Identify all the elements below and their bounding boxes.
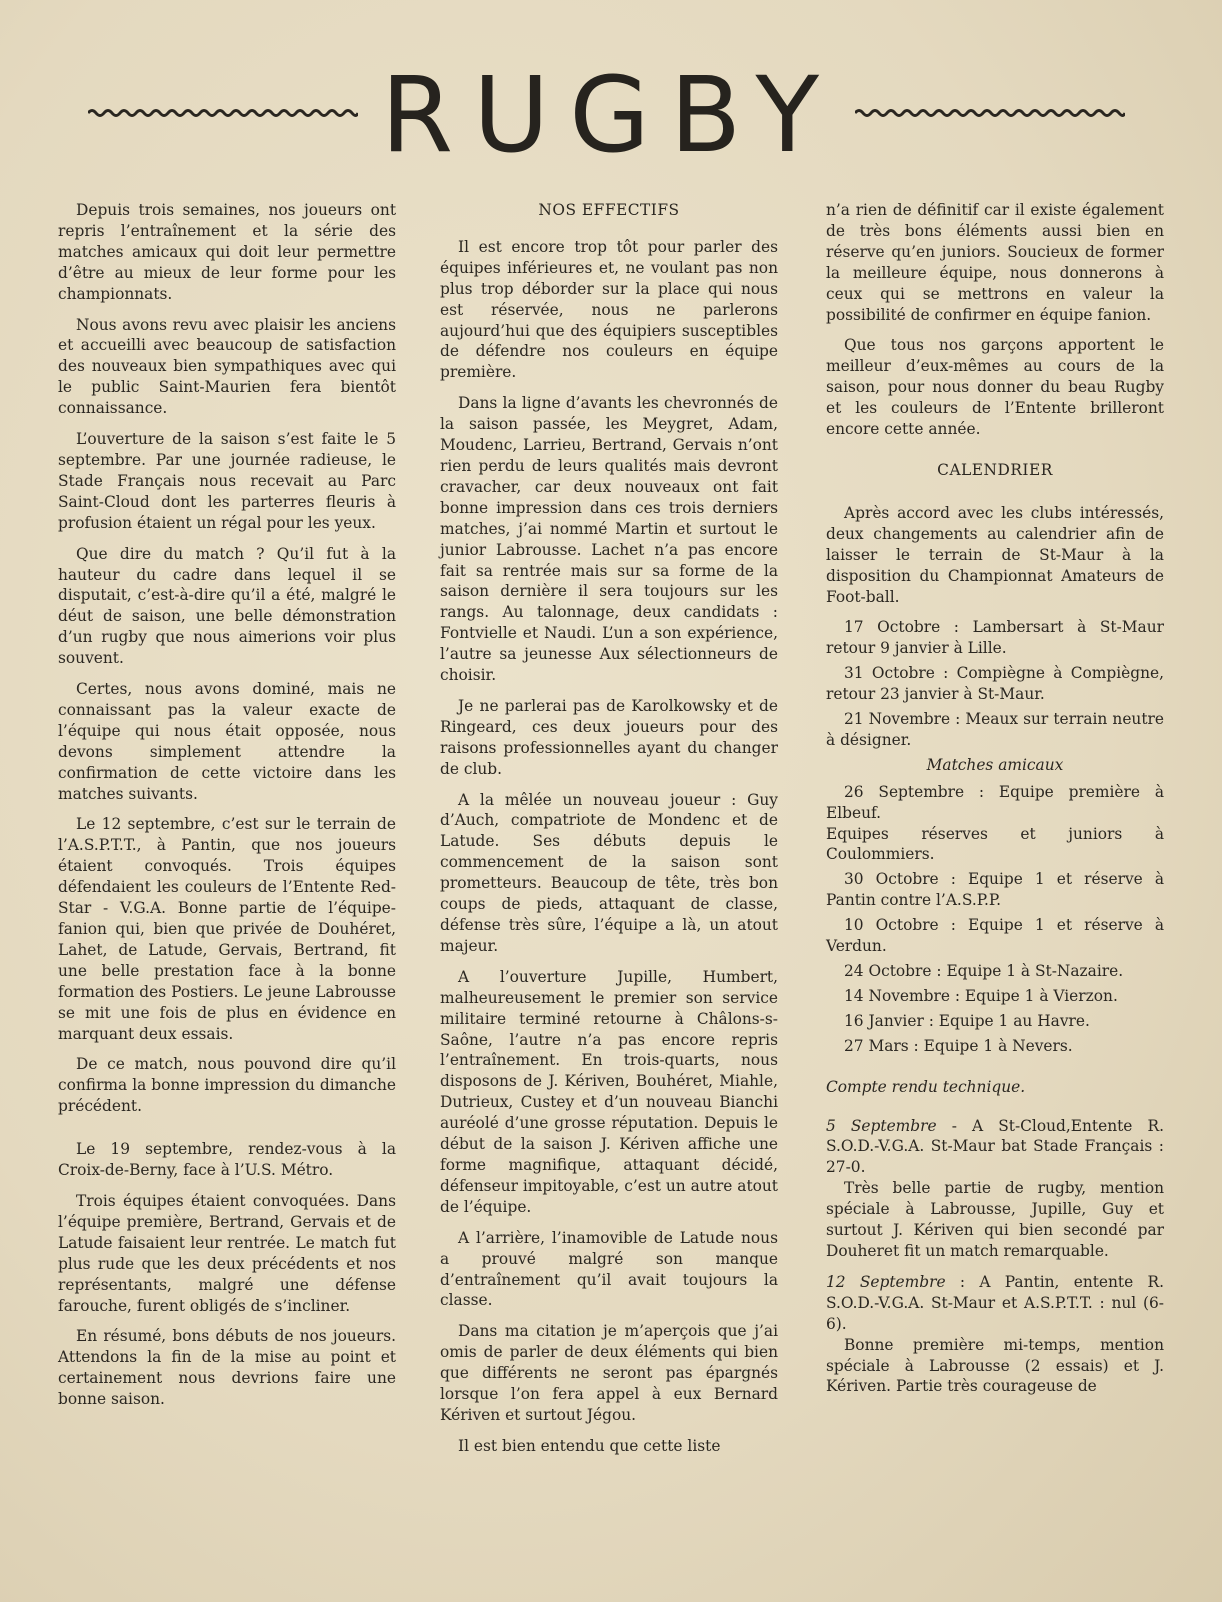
paragraph: Le 12 septembre, c’est sur le terrain de l’A.S.P.T.T., à Pantin, que nos joueurs étaient convoqués. Trois équipes défendaient les couleurs de l’Entente Red-Star - V.G.A. Bonne partie de l’équipe-fanion qui, bien que privée de Douhéret, Lahet, de Latude, Gervais, Bertrand, fit une belle prestation face à la bonne formation des Postiers. Le jeune Labrousse se mit une fois de plus en évidence en marquant deux essais. xyxy=(58,815,396,1043)
subheading-compte-rendu: Compte rendu technique. xyxy=(826,1077,1026,1096)
calendar-entry: 17 Octobre : Lambersart à St-Maur retour 9 janvier à Lille. xyxy=(826,618,1164,658)
match-comment: Très belle partie de rugby, mention spéciale à Labrousse, Jupille, Guy et surtout J. Kériven qui bien secondé par Douheret fit un match remarquable. xyxy=(826,1179,1164,1260)
section-heading-calendrier: CALENDRIER xyxy=(937,460,1053,479)
paragraph: A l’arrière, l’inamovible de Latude nous a prouvé malgré son manque d’entraînement qu’il avait toujours la classe. xyxy=(440,1228,778,1310)
column-1 xyxy=(58,200,396,1420)
match-result: : A Pantin, entente R. S.O.D.-V.G.A. St-Maur et A.S.P.T.T. : nul (6-6). xyxy=(826,1272,1164,1333)
column-3 xyxy=(826,200,1164,1407)
paragraph: Que dire du match ? Qu’il fut à la hauteur du cadre dans lequel il se disputait, c’est-à-dire qu’il a été, malgré le déut de saison, une belle démonstration d’un rugby que nous aimerions voir plus souvent. xyxy=(58,544,396,668)
calendar-entry: 26 Septembre : Equipe première à Elbeuf. xyxy=(826,782,1164,822)
paragraph: Dans la ligne d’avants les chevronnés de la saison passée, les Meygret, Adam, Moudenc, Larrieu, Bertrand, Gervais n’ont rien perdu de leurs qualités mais devront cravacher, car deux nouveaux ont fait bonne impression dans ces trois derniers matches, j’ai nommé Martin et surtout le junior Labrousse. Lachet n’a pas encore fait sa rentrée mais sur sa forme de la saison dernière il sera toujours sur les rangs. Au talonnage, deux candidats : Fontvielle et Naudi. L’un a son expérience, l’autre sa jeunesse Aux sélectionneurs de choisir. xyxy=(440,394,778,685)
calendar-entry: 14 Novembre : Equipe 1 à Vierzon. xyxy=(844,986,1118,1005)
paragraph: A la mêlée un nouveau joueur : Guy d’Auch, compatriote de Mondenc et de Latude. Ses débuts depuis le commencement de la saison sont prometteurs. Beaucoup de tête, très bon coups de pieds, attaquant de classe, défense très sûre, l’équipe a là, un atout majeur. xyxy=(440,790,778,955)
calendar-entry: 21 Novembre : Meaux sur terrain neutre à désigner. xyxy=(826,710,1164,749)
calendar-entry: 27 Mars : Equipe 1 à Nevers. xyxy=(844,1036,1073,1055)
paragraph: Il est encore trop tôt pour parler des équipes inférieures et, ne voulant pas non plus trop déborder sur la place qui nous est réservée, nous ne parlerons aujourd’hui que des équipiers susceptibles de défendre nos couleurs en équipe première. xyxy=(440,237,778,382)
calendar-entry: 31 Octobre : Compiègne à Compiègne, retour 23 janvier à St-Maur. xyxy=(826,664,1164,704)
match-comment: Bonne première mi-temps, mention spéciale à Labrousse (2 essais) et J. Kériven. Partie très courageuse de xyxy=(826,1335,1164,1396)
paragraph: Il est bien entendu que cette liste xyxy=(458,1436,721,1455)
page-title: RUGBY xyxy=(380,54,840,176)
paragraph: En résumé, bons débuts de nos joueurs. Attendons la fin de la mise au point et certainement nous devrions faire une bonne saison. xyxy=(58,1327,396,1409)
wavy-rule-right xyxy=(855,107,1125,119)
paragraph: Je ne parlerai pas de Karolkowsky et de Ringeard, ces deux joueurs pour des raisons professionnelles ayant du changer de club. xyxy=(440,696,778,778)
match-result: - A St-Cloud,Entente R. S.O.D.-V.G.A. St-Maur bat Stade Français : 27-0. xyxy=(826,1116,1164,1177)
paragraph: L’ouverture de la saison s’est faite le 5 septembre. Par une journée radieuse, le Stade Français nous recevait au Parc Saint-Cloud dont les parterres fleuris à profusion étaient un régal pour les yeux. xyxy=(58,430,396,532)
calendar-entry: 24 Octobre : Equipe 1 à St-Nazaire. xyxy=(844,962,1124,980)
paragraph: n’a rien de définitif car il existe également de très bons éléments aussi bien en réserve qu’en juniors. Soucieux de former la meilleure équipe, nous donnerons à ceux qui se mettrons en valeur la possibilité de confirmer en équipe fanion. xyxy=(826,201,1164,324)
match-date: 12 Septembre xyxy=(826,1272,946,1291)
paragraph: Trois équipes étaient convoquées. Dans l’équipe première, Bertrand, Gervais et de Latude faisaient leur rentrée. Le match fut plus rude que les deux précédents et nos représentants, malgré une défense farouche, furent obligés de s’incliner. xyxy=(58,1191,396,1315)
match-report xyxy=(826,1272,1164,1335)
match-report xyxy=(826,1116,1164,1179)
calendar-entry: 16 Janvier : Equipe 1 au Havre. xyxy=(844,1011,1090,1030)
column-2 xyxy=(440,200,778,1467)
paragraph: Le 19 septembre, rendez-vous à la Croix-de-Berny, face à l’U.S. Métro. xyxy=(58,1140,396,1180)
subheading-matches-amicaux: Matches amicaux xyxy=(926,755,1064,774)
paragraph: Dans ma citation je m’aperçois que j’ai omis de parler de deux éléments qui bien que différents ne seront pas épargnés lorsque l’on fera appel à eux Bernard Kériven et surtout Jégou. xyxy=(440,1322,778,1424)
paragraph: Après accord avec les clubs intéressés, deux changements au calendrier afin de laisser le terrain de St-Maur à la disposition du Championnat Amateurs de Foot-ball. xyxy=(826,503,1164,606)
calendar-entry: Equipes réserves et juniors à Coulommiers. xyxy=(826,824,1164,864)
match-date: 5 Septembre xyxy=(826,1116,937,1135)
paragraph: Nous avons revu avec plaisir les anciens et accueilli avec beaucoup de satisfaction des nouveaux bien sympathiques avec qui le public Saint-Maurien fera bientôt connaissance. xyxy=(58,315,396,418)
paragraph: Certes, nous avons dominé, mais ne connaissant pas la valeur exacte de l’équipe qui nous était opposée, nous devons simplement attendre la confirmation de cette victoire dans les matches suivants. xyxy=(58,680,396,803)
masthead xyxy=(0,54,1222,176)
wavy-rule-left xyxy=(88,107,358,119)
calendar-entry: 30 Octobre : Equipe 1 et réserve à Pantin contre l’A.S.P.P. xyxy=(826,870,1164,910)
paragraph: Que tous nos garçons apportent le meilleur d’eux-mêmes au cours de la saison, pour nous donner du beau Rugby et les couleurs de l’Entente brilleront encore cette année. xyxy=(826,336,1164,439)
paragraph: De ce match, nous pouvond dire qu’il confirma la bonne impression du dimanche précédent. xyxy=(58,1055,396,1116)
article-columns xyxy=(54,200,1164,1500)
paragraph: A l’ouverture Jupille, Humbert, malheureusement le premier son service militaire terminé retourne à Châlons-s-Saône, l’autre n’a pas encore repris l’entraînement. En trois-quarts, nous disposons de J. Kériven, Bouhéret, Miahle, Dutrieux, Custey et d’un nouveau Bianchi auréolé d’une grosse réputation. Depuis le début de la saison J. Kériven affiche une forme magnifique, attaquant décidé, défenseur impitoyable, c’est un autre atout de l’équipe. xyxy=(440,967,778,1216)
paragraph: Depuis trois semaines, nos joueurs ont repris l’entraînement et la série des matches amicaux qui doit leur permettre d’être au mieux de leur forme pour les championnats. xyxy=(58,201,396,303)
section-heading-effectifs: NOS EFFECTIFS xyxy=(538,201,680,219)
calendar-entry: 10 Octobre : Equipe 1 et réserve à Verdun. xyxy=(826,916,1164,956)
